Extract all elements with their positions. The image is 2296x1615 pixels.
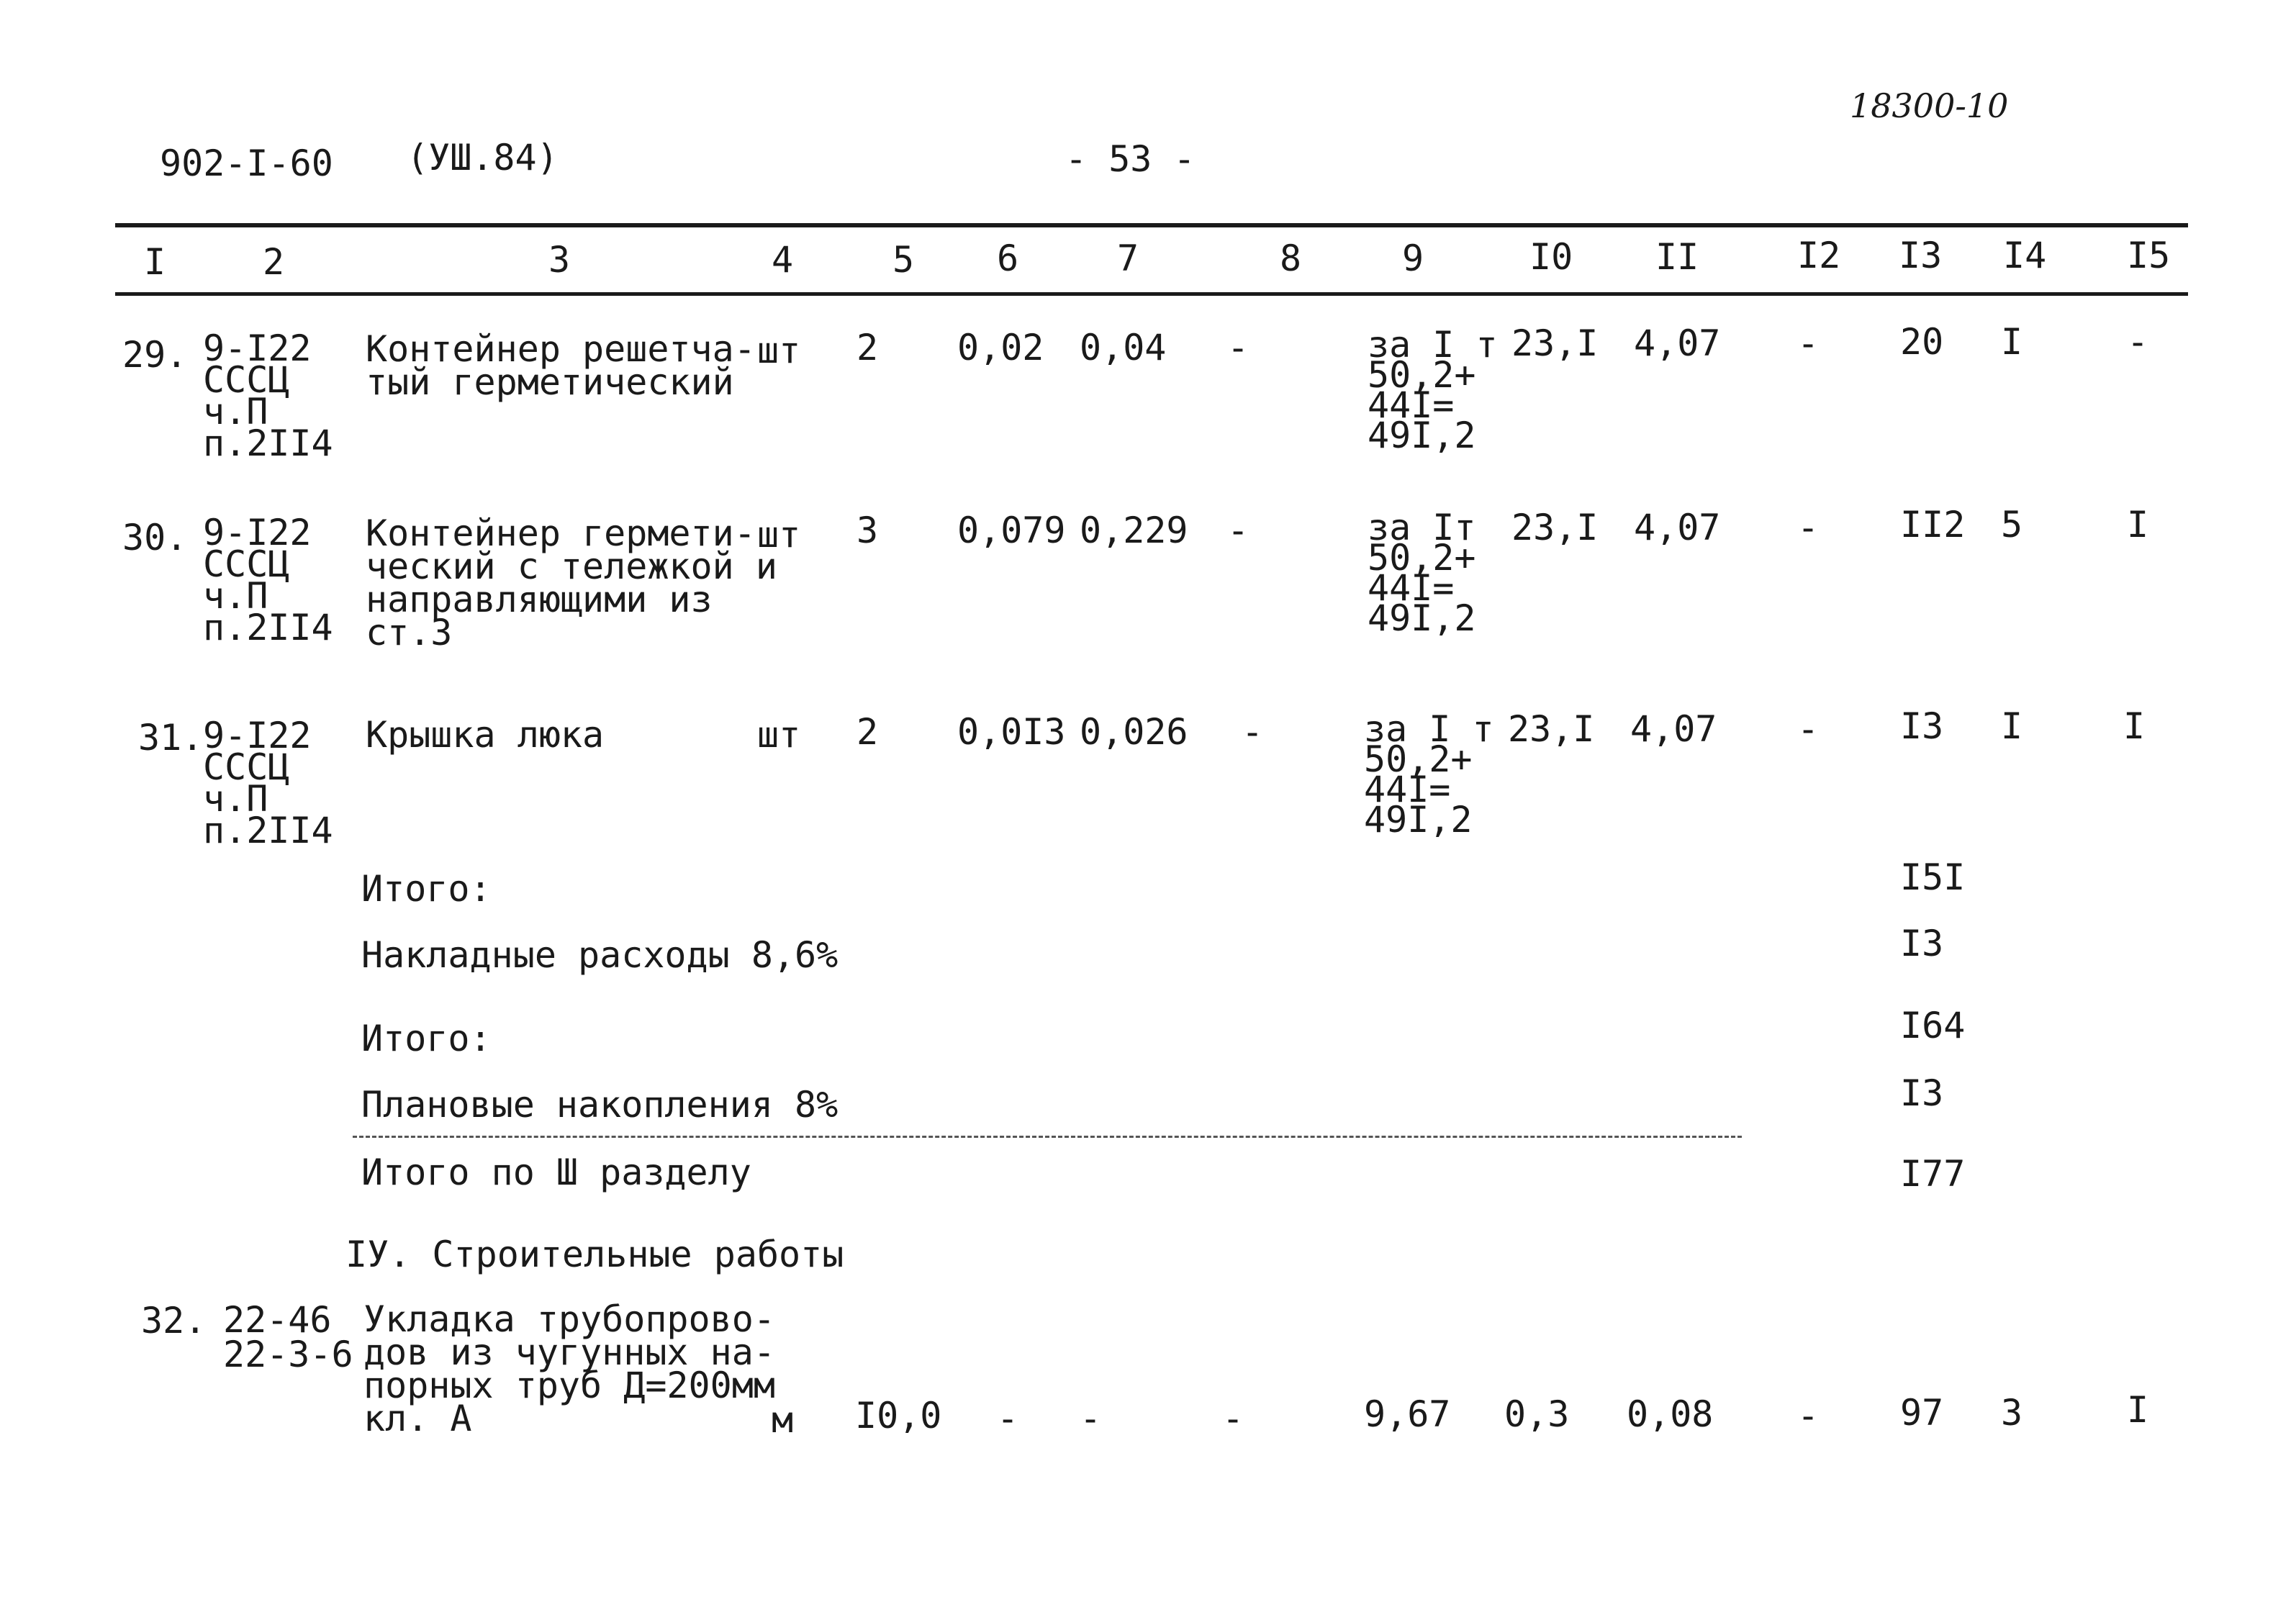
row-name: Укладка трубопрово- дов из чугунных на- порных труб Д=200мм кл. А xyxy=(363,1298,775,1439)
summary-label: Итого по Ш разделу xyxy=(361,1152,751,1193)
table-top-rule xyxy=(115,223,2188,227)
row-col13: 20 xyxy=(1900,321,1944,363)
column-header-2: 2 xyxy=(263,241,285,283)
section-title: IУ. Строительные работы xyxy=(345,1234,844,1275)
row-quantity: 2 xyxy=(857,327,879,368)
row-unit: шт xyxy=(757,714,801,756)
summary-value: I3 xyxy=(1900,923,1944,964)
column-header-1: I xyxy=(144,241,166,283)
row-col12: - xyxy=(1797,708,1820,750)
row-col8: - xyxy=(1227,510,1249,551)
row-col12: - xyxy=(1797,322,1820,364)
column-header-14: I4 xyxy=(2003,235,2047,276)
row-unit: шт xyxy=(757,514,801,556)
column-header-3: 3 xyxy=(548,239,571,281)
row-name: Контейнер решетча- тый герметический xyxy=(366,328,756,403)
summary-label: Накладные расходы 8,6% xyxy=(361,934,839,976)
row-col6: 0,079 xyxy=(957,510,1066,551)
row-quantity: 3 xyxy=(857,510,879,551)
row-col6: - xyxy=(997,1398,1019,1439)
row-col15: - xyxy=(2127,321,2149,363)
row-col15: I xyxy=(2127,504,2149,546)
row-col11: 0,08 xyxy=(1627,1393,1714,1435)
row-col7: 0,026 xyxy=(1080,711,1188,753)
row-col10: 23,I xyxy=(1508,708,1595,750)
column-header-11: II xyxy=(1655,236,1699,278)
row-col13: I3 xyxy=(1900,705,1944,747)
row-col14: 5 xyxy=(2001,504,2023,546)
row-col10: 23,I xyxy=(1511,507,1599,548)
row-col9: за I т 50,2+ 44I= 49I,2 xyxy=(1364,708,1494,841)
row-number: 31. xyxy=(138,717,204,759)
column-header-6: 6 xyxy=(997,238,1019,279)
column-header-15: I5 xyxy=(2127,235,2171,276)
row-number: 29. xyxy=(122,334,188,376)
row-col6: 0,0I3 xyxy=(957,711,1066,753)
column-header-7: 7 xyxy=(1117,238,1139,279)
row-col8: - xyxy=(1227,327,1249,368)
row-col13: II2 xyxy=(1900,504,1966,546)
row-col15: I xyxy=(2127,1389,2149,1431)
row-col7: 0,04 xyxy=(1080,327,1167,368)
column-header-8: 8 xyxy=(1280,238,1302,279)
column-header-9: 9 xyxy=(1402,238,1424,279)
row-col7: - xyxy=(1080,1398,1102,1439)
column-header-13: I3 xyxy=(1899,235,1943,276)
row-col7: 0,229 xyxy=(1080,510,1188,551)
row-col8: - xyxy=(1242,711,1264,753)
row-col14: I xyxy=(2001,705,2023,747)
archive-number: 18300-10 xyxy=(1850,86,2009,125)
row-unit: м xyxy=(772,1399,794,1441)
column-header-5: 5 xyxy=(892,239,915,281)
row-code: 9-I22 СССЦ ч.П п.2II4 xyxy=(203,512,333,648)
row-col11: 4,07 xyxy=(1634,322,1721,364)
row-col6: 0,02 xyxy=(957,327,1044,368)
row-col10: 23,I xyxy=(1511,322,1599,364)
row-col15: I xyxy=(2123,705,2146,747)
summary-value: I3 xyxy=(1900,1072,1944,1114)
document-code: 902-I-60 xyxy=(160,142,333,184)
row-col9: за Iт 50,2+ 44I= 49I,2 xyxy=(1368,507,1476,639)
row-col11: 4,07 xyxy=(1630,708,1717,750)
row-code: 22-46 22-3-6 xyxy=(223,1299,353,1375)
summary-dashed-rule xyxy=(353,1136,1742,1138)
row-col9: 9,67 xyxy=(1364,1393,1451,1435)
row-number: 30. xyxy=(122,517,188,558)
row-col14: I xyxy=(2001,321,2023,363)
row-col12: - xyxy=(1797,1395,1820,1437)
row-col11: 4,07 xyxy=(1634,507,1721,548)
column-header-4: 4 xyxy=(772,239,794,281)
row-number: 32. xyxy=(141,1300,207,1342)
row-col14: 3 xyxy=(2001,1392,2023,1434)
document-note: (УШ.84) xyxy=(407,137,559,178)
summary-value: I77 xyxy=(1900,1153,1966,1195)
table-header-rule xyxy=(115,292,2188,296)
row-col8: - xyxy=(1222,1398,1244,1439)
summary-value: I5I xyxy=(1900,856,1966,898)
summary-label: Итого: xyxy=(361,868,492,910)
row-quantity: I0,0 xyxy=(855,1395,942,1437)
row-code: 9-I22 СССЦ ч.П п.2II4 xyxy=(203,715,333,851)
row-name: Крышка люка xyxy=(366,714,605,756)
page-number: - 53 - xyxy=(1065,138,1196,180)
row-col13: 97 xyxy=(1900,1392,1944,1434)
row-col12: - xyxy=(1797,507,1820,548)
row-code: 9-I22 СССЦ ч.П п.2II4 xyxy=(203,327,333,464)
column-header-12: I2 xyxy=(1797,235,1841,276)
row-col10: 0,3 xyxy=(1504,1393,1570,1435)
summary-label: Плановые накопления 8% xyxy=(361,1084,839,1126)
column-header-10: I0 xyxy=(1529,236,1573,278)
row-name: Контейнер гермети- ческий с тележкой и направляющими из ст.3 xyxy=(366,512,777,653)
row-unit: шт xyxy=(757,330,801,371)
row-col9: за I т 50,2+ 44I= 49I,2 xyxy=(1368,324,1498,456)
summary-value: I64 xyxy=(1900,1005,1966,1046)
summary-label: Итого: xyxy=(361,1018,492,1059)
row-quantity: 2 xyxy=(857,711,879,753)
